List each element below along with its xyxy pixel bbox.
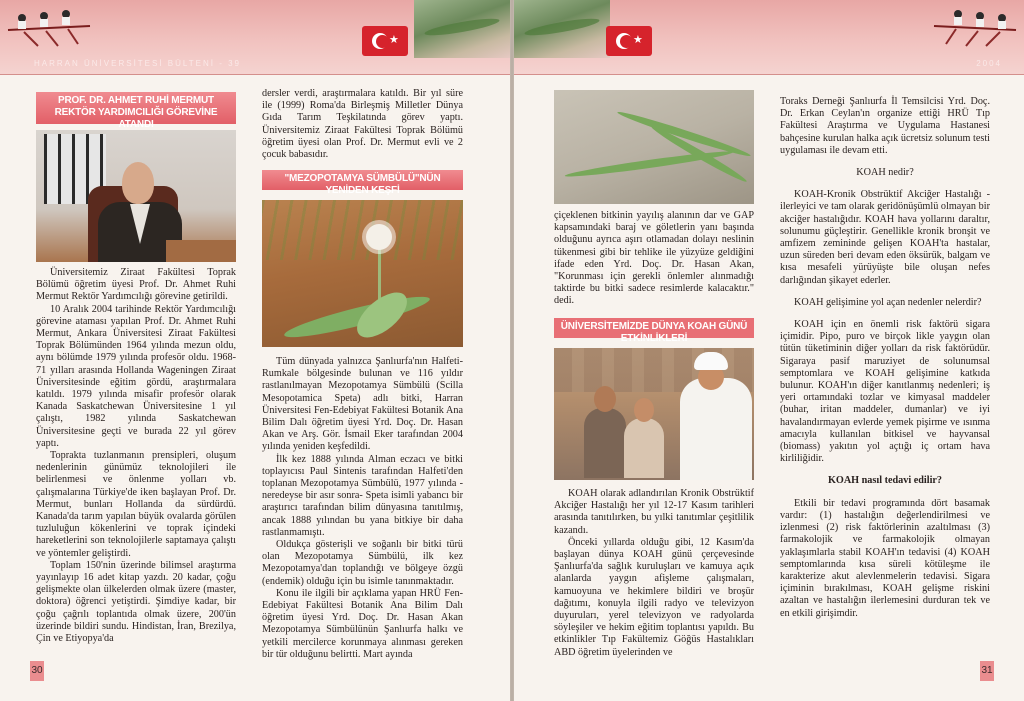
header-photo (514, 0, 610, 58)
left-column-bottom (554, 488, 754, 658)
paragraph: Üniversitemiz Ziraat Fakültesi Toprak Bölümü öğretim üyesi Prof. Dr. Ahmet Ruhi Mermut Rektör Yardımcılığı görevine getirildi. (36, 267, 236, 303)
right-page (514, 0, 1024, 701)
paragraph: Konu ile ilgili bir açıklama yapan HRÜ Fen-Edebiyat Fakültesi Botanik Ana Bilim Dalı öğretim üyesi Yrd. Doç. Dr. Hasan Akan Mezopotamya Sümbülünün Şanlıurfa halkı ve yetkili mercilerce korunmaya alınması gereken bir tür olduğunu belirtti. Mart ayında (262, 587, 463, 660)
question-heading: KOAH gelişimine yol açan nedenler nelerdir? (794, 296, 982, 308)
paragraph: Tüm dünyada yalnızca Şanlıurfa'nın Halfeti-Rumkale bölgesinde bulunan ve 116 yıldır rastlanılmayan Mezopotamya Sümbülü (Scilla Mesopotamica Speta) adlı bitki, Harran Üniversitesi Fen-Edebiyat Fakültesi Botanik Ana Bilim Dalı öğretim üyesi Yrd. Doç. Dr. Hasan Akan ve Arş. Gör. İsmail Eker tarafından 2004 yılında yeniden keşfedildi. (262, 356, 463, 453)
right-column (780, 96, 990, 658)
question-heading: KOAH nasıl tedavi edilir? (827, 475, 943, 487)
paragraph: 10 Aralık 2004 tarihinde Rektör Yardımcılığı görevine ataması yapılan Prof. Dr. Ahmet Ruhi Mermut, Ankara Üniversitesi Ziraat Fakültesi Toprak Bölümünden 1964 yılında mezun oldu, aynı bölümde 1979 yılında profesör oldu. 1968-71 yılları arasında Hollanda Wageningen Ziraat Üniversitesinde eğitim gördü, araştırmalara katıldı. 1979 yılında misafir profesör olarak Kanada Saskatchewan Üniversitesine 1 yıl çalıştı, 1982 yılında Saskatchewan Üniversitesine geçti ve burada 22 yıl görev yaptı. (36, 303, 236, 449)
flower-banner: "MEZOPOTAMYA SÜMBÜLÜ"NÜN YENİDEN KEŞFİ (262, 170, 463, 190)
paragraph: Toplam 150'nin üzerinde bilimsel araştırma yayınlayıp 16 adet kitap yazdı. 20 kadar, çoğu gelişmekte olan ülkelerden olmak üzere (master, doktora) öğrenci yetiştirdi. Şimdiye kadar, bir çoğu çağrılı toplantıda olmak üzere, 200'ün üzerinde bildiri sundu. Hindistan, İran, Brezilya, Çin ve Etiyopya'da (36, 559, 236, 645)
plant-photo (554, 90, 754, 204)
header-photo (414, 0, 510, 58)
paragraph: çiçeklenen bitkinin yayılış alanının dar ve GAP kapsamındaki baraj ve göletlerin yanı başında olduğunu ayrıca aşırı otlamadan dolayı neslinin tükenmesi gibi bir tehlike ile yüzyüze geldiğini ifade eden Yrd. Doç. Dr. Hasan Akan, "Korunması için gerekli önlemler alınmadığı taktirde bu bitki sadece resimlerde kalacaktır." dedi. (554, 210, 754, 307)
paragraph: KOAH olarak adlandırılan Kronik Obstrüktif Akciğer Hastalığı her yıl 12-17 Kasım tarihleri arasında tanıtılırken, bu yılki tanıtımlar çeşitlilik kazandı. (554, 488, 754, 536)
rector-banner: PROF. DR. AHMET RUHİ MERMUT REKTÖR YARDIMCILIĞI GÖREVİNE ATANDI (36, 92, 236, 124)
page-number: 31 (980, 661, 994, 681)
left-column-top (554, 210, 754, 308)
koah-event-photo (554, 348, 754, 480)
rowers-logo (930, 4, 1020, 48)
koah-banner: ÜNİVERSİTEMİZDE DÜNYA KOAH GÜNÜ ETKİNLİKLERİ (554, 318, 754, 338)
paragraph: İlk kez 1888 yılında Alman eczacı ve bitki toplayıcısı Paul Sintenis tarafından Halfeti'den toplanan Mezopotamya Sümbülü, 1977 yılında -neredeyse bir asır sonra- Speta isimli yabancı bir araştırıcı tarafından bilim dünyasına tanıtılmış, ancak 1888 yılından bu yana bitkiye bir daha rastlanmamıştı. (262, 453, 463, 538)
running-head: 2004 (976, 59, 1002, 68)
rowers-logo (4, 4, 94, 48)
paragraph: Önceki yıllarda olduğu gibi, 12 Kasım'da başlayan dünya KOAH günü çerçevesinde Şanlıurfa'da sağlık kuruluşları ve kamuya açık alanlarda yaygın afişleme çalışmaları, kamuoyuna ve hekimlere bildiri ve broşür dağıtımı, konuyla ilgili radyo ve televizyon duyuruları, yerel televizyon ve radyolarda söyleşiler ve hekim eğitim toplantısı yapıldı. Bu etkinlikler Tıp Fakültemiz Göğüs Hastalıkları ABD öğretim üyelerinden ve (554, 536, 754, 658)
left-column (36, 267, 236, 659)
page-number: 30 (30, 661, 44, 681)
question-heading: KOAH nedir? (856, 167, 914, 179)
flower-photo (262, 200, 463, 347)
turkish-flag-icon: ★ (606, 26, 652, 56)
paragraph: Oldukça gösterişli ve soğanlı bir bitki türü olan Mezopotamya Sümbülü, ilk kez Mezopotamya'dan toplandığı ve bölgeye özgü (endemik) olduğu için bu isimle tanınmaktadır. (262, 539, 463, 587)
paragraph: Toraks Derneği Şanlıurfa İl Temsilcisi Yrd. Doç. Dr. Erkan Ceylan'ın organize ettiği HRÜ Tıp Fakültesi Araştırma ve Uygulama Hastanesi bahçesine kurulan halka açık ücretsiz solunum testi uygulaması ile devam etti. (780, 96, 990, 156)
paragraph: dersler verdi, araştırmalara katıldı. Bir yıl süre ile (1999) Roma'da Birleşmiş Milletler Dünya Gıda Tarım Teşkilatında görev yaptı. Üniversitemiz Ziraat Fakültesi Toprak Bölümü öğretim üyesi olan Prof. Dr. Mermut evli ve 2 çocuk babasıdır. (262, 88, 463, 161)
right-column-bottom (262, 356, 463, 661)
paragraph: Etkili bir tedavi programında dört basamak vardır: (1) hastalığın değerlendirilmesi ve izlenmesi (2) risk faktörlerinin azaltılması (3) farmakolojik ve farmakolojik olmayan yaklaşımlarla stabil KOAH'ın tedavisi (4) KOAH semptomlarında kısa süreli kötüleşme ile karakterize akut alevlenmelerin tedavisi. Sigara içiminin bırakılması, KOAH gelişme riskini azaltan ve hastalığın ilerlemesini durduran tek ve en etkili girişimdir. (780, 497, 990, 619)
paragraph: KOAH-Kronik Obstrüktif Akciğer Hastalığı - ilerleyici ve tam olarak geridönüşümlü olmayan bir akciğer hastalığıdır. KOAH hava yollarını daraltır, solunumu güçleştirir. Genellikle kronik bronşit ve amfizem zemininde gelişen KOAH'ta hastalar, uzun süreden beri devam eden öksürük, balgam ve kısa mesafeli yürüyüşte bile oluşan nefes darlığından şikayet ederler. (780, 189, 990, 286)
paragraph: KOAH için en önemli risk faktörü sigara içimidir. Pipo, puro ve birçok likle yaygın olan tütün tüketiminin diğer yolları da risk faktörüdür. Sigaraya pasif maruziyet de solunumsal semptomlara ve KOAH gelişimine katkıda bulunur. KOAH'ın diğer kanıtlanmış nedenleri; iş yeri ortamındaki tozlar ve kimyasal maddeler (buhar, iritan maddeler, dumanlar) ve iyi havalandırmayan evlerde yemek pişirme ve ısınma amacıyla kullanılan bitkisel ve hayvansal (biomass) yakıtın yol açtığı iç ortam hava kirliliğidir. (780, 319, 990, 465)
turkish-flag-icon: ★ (362, 26, 408, 56)
paragraph: Toprakta tuzlanmanın prensipleri, oluşum nedenlerinin günümüz teknolojileri ile belirlenmesi ve önlenme yolları vb. çalışmalarına Türkiye'de iken başlayan Prof. Dr. Mermut, bunları Hollanda da sürdürdü. Kanada'da tarım yapılan büyük ovalarda görülen tuzluluğun kökenlerini ve toprak içindeki hareketlerini son teknolojilerle saptamaya çalıştı ve yöntemler geliştirdi. (36, 450, 236, 559)
right-column-top (262, 88, 463, 161)
left-page (0, 0, 510, 701)
running-head: HARRAN ÜNİVERSİTESİ BÜLTENİ - 39 (34, 59, 241, 68)
rector-photo (36, 130, 236, 262)
